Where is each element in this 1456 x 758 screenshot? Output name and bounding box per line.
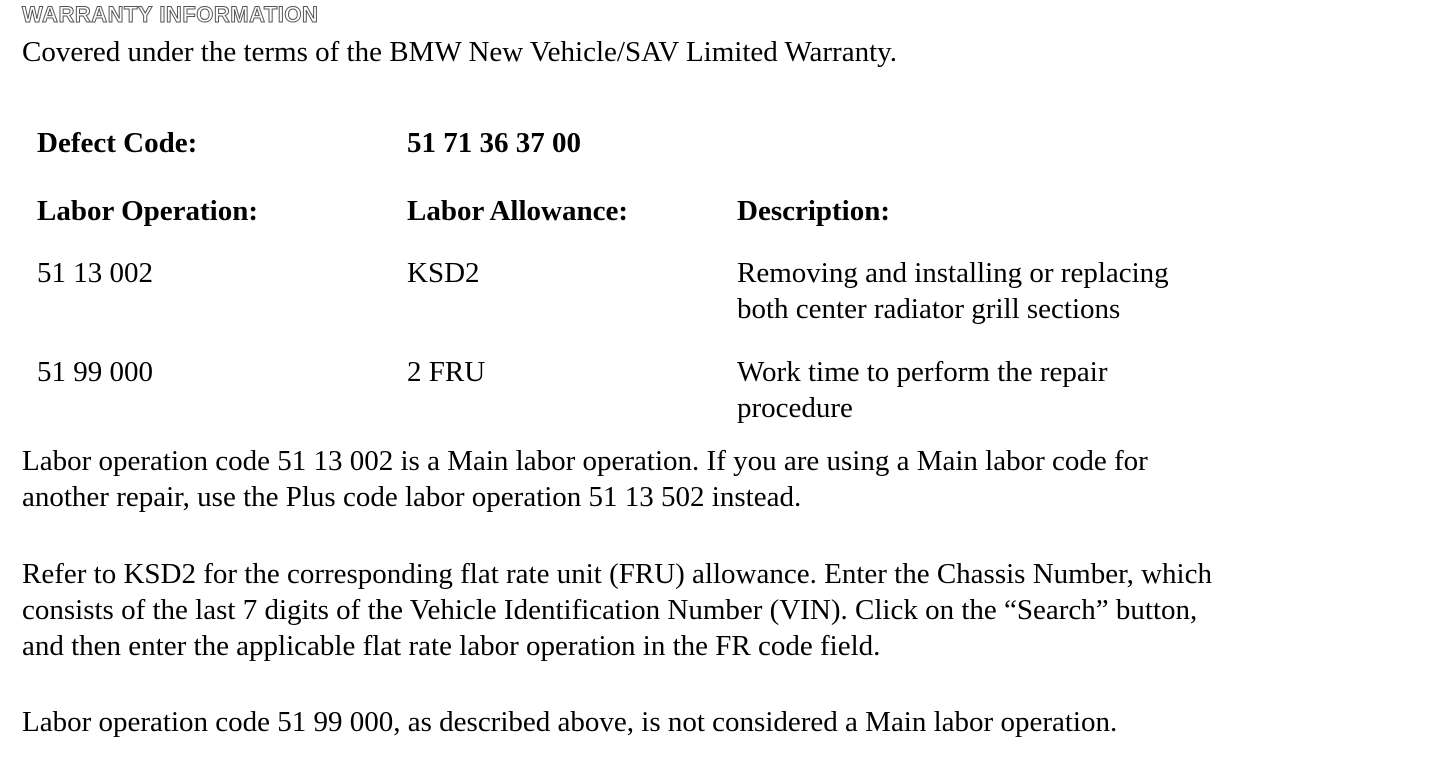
paragraph-line: and then enter the applicable flat rate labor operation in the FR code field. <box>22 630 881 662</box>
row-description-line: Work time to perform the repair <box>737 356 1108 388</box>
paragraph-line: consists of the last 7 digits of the Vehicle Identification Number (VIN). Click on the “Search” button, <box>22 594 1198 626</box>
row-description-line: Removing and installing or replacing <box>737 257 1169 289</box>
paragraph-line: another repair, use the Plus code labor operation 51 13 502 instead. <box>22 481 802 513</box>
defect-code-value: 51 71 36 37 00 <box>407 127 581 159</box>
header-labor-allowance: Labor Allowance: <box>407 195 628 227</box>
section-heading: WARRANTY INFORMATION <box>22 2 319 27</box>
paragraph-line: Labor operation code 51 13 002 is a Main labor operation. If you are using a Main labor code for <box>22 445 1148 477</box>
row-labor-allowance: 2 FRU <box>407 356 486 388</box>
defect-code-label: Defect Code: <box>37 127 198 159</box>
coverage-statement: Covered under the terms of the BMW New Vehicle/SAV Limited Warranty. <box>22 36 898 68</box>
row-description-line: procedure <box>737 392 853 424</box>
row-labor-operation: 51 99 000 <box>37 356 153 388</box>
paragraph-line: Refer to KSD2 for the corresponding flat rate unit (FRU) allowance. Enter the Chassis Number, which <box>22 558 1212 590</box>
header-labor-operation: Labor Operation: <box>37 195 258 227</box>
row-description-line: both center radiator grill sections <box>737 293 1121 325</box>
paragraph-line: Labor operation code 51 99 000, as described above, is not considered a Main labor operation. <box>22 706 1118 738</box>
header-description: Description: <box>737 195 891 227</box>
row-labor-allowance: KSD2 <box>407 257 480 289</box>
row-labor-operation: 51 13 002 <box>37 257 153 289</box>
